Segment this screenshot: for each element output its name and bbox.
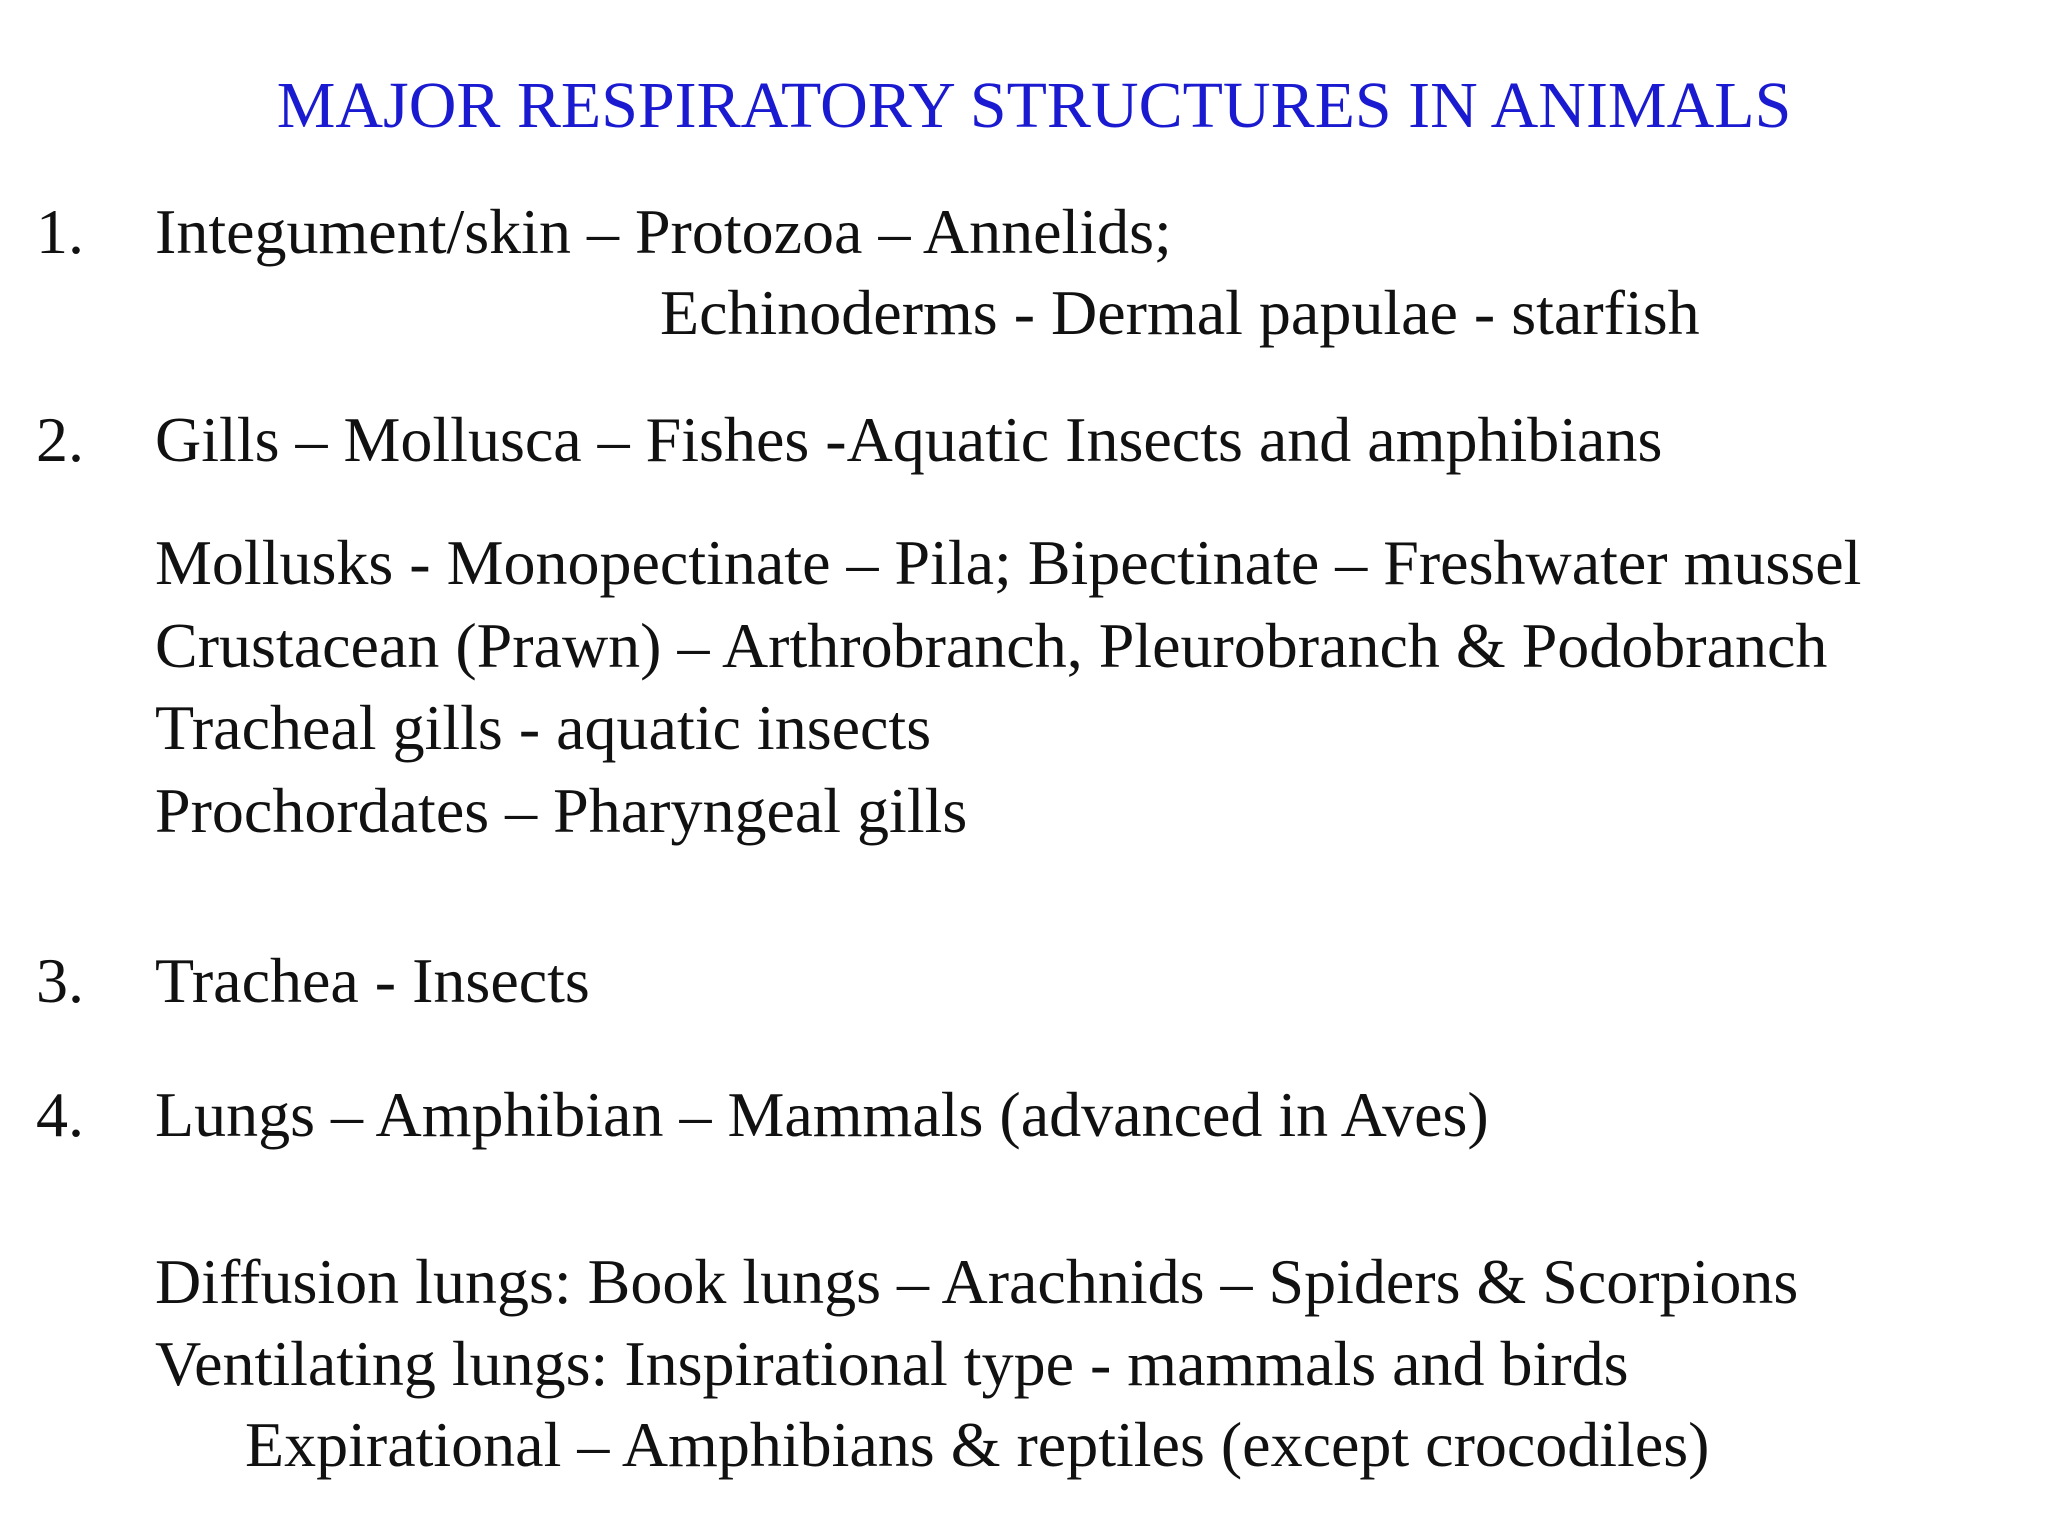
item-4-line-4: Expirational – Amphibians & reptiles (except crocodiles) xyxy=(245,1409,1710,1480)
item-2-line-2: Mollusks - Monopectinate – Pila; Bipectinate – Freshwater mussel xyxy=(155,527,1862,598)
item-4-line-1: Lungs – Amphibian – Mammals (advanced in Aves) xyxy=(155,1079,1489,1150)
slide-title: MAJOR RESPIRATORY STRUCTURES IN ANIMALS xyxy=(276,69,1792,142)
item-4-line-2: Diffusion lungs: Book lungs – Arachnids – Spiders & Scorpions xyxy=(155,1246,1799,1317)
item-4-line-3: Ventilating lungs: Inspirational type - mammals and birds xyxy=(155,1328,1629,1399)
item-1-line-1: Integument/skin – Protozoa – Annelids; xyxy=(155,196,1172,267)
item-3-line-1: Trachea - Insects xyxy=(155,945,590,1016)
item-number-4: 4. xyxy=(36,1079,84,1150)
item-2-line-5: Prochordates – Pharyngeal gills xyxy=(155,775,968,846)
item-number-2: 2. xyxy=(36,404,84,475)
item-2-line-4: Tracheal gills - aquatic insects xyxy=(155,692,932,763)
item-1-line-2: Echinoderms - Dermal papulae - starfish xyxy=(660,277,1700,348)
item-2-line-3: Crustacean (Prawn) – Arthrobranch, Pleurobranch & Podobranch xyxy=(155,610,1828,681)
item-number-3: 3. xyxy=(36,945,84,1016)
item-2-line-1: Gills – Mollusca – Fishes -Aquatic Insects and amphibians xyxy=(155,404,1663,475)
item-number-1: 1. xyxy=(36,196,84,267)
